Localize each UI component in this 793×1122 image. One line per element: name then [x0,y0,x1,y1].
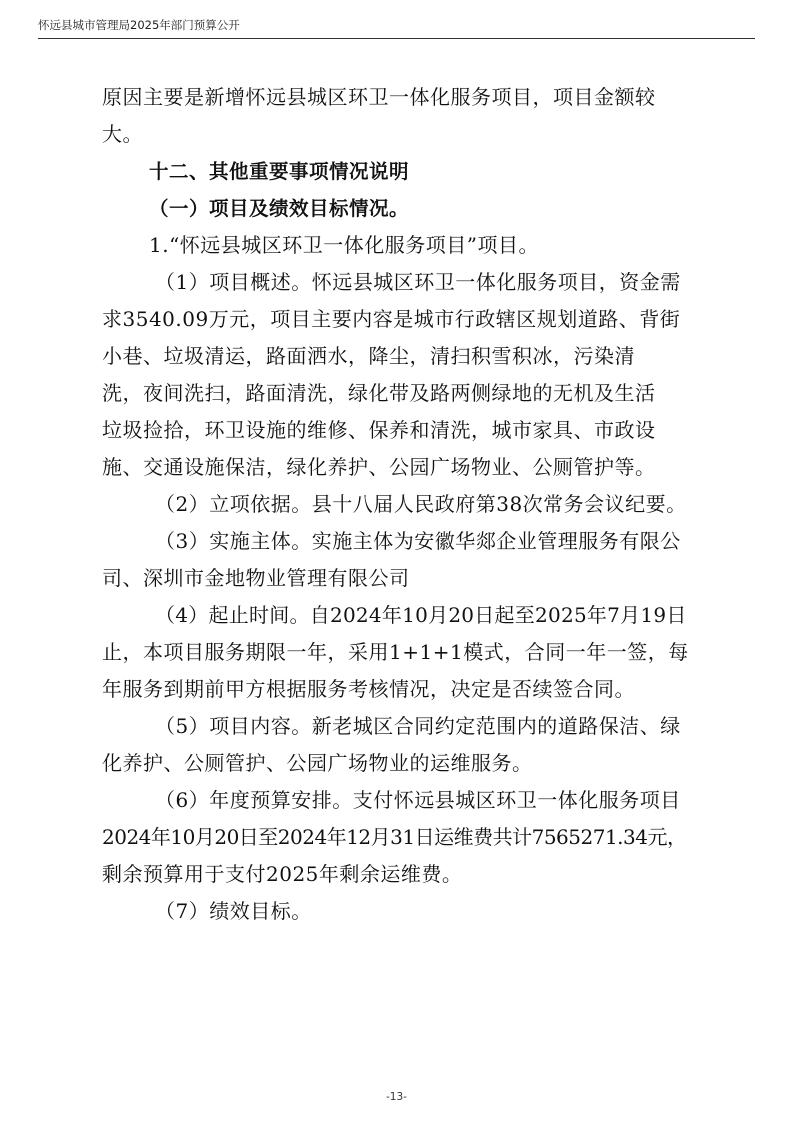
paragraph-line: 止，本项目服务期限一年，采用1+1+1模式，合同一年一签，每 [102,640,689,664]
page-number: -13- [386,1091,407,1103]
running-header: 怀远县城市管理局2025年部门预算公开 [38,18,240,32]
paragraph-line: （3）实施主体。实施主体为安徽华郯企业管理服务有限公 [155,529,681,553]
paragraph-line: （7）绩效目标。 [155,899,312,923]
paragraph-line: （1）项目概述。怀远县城区环卫一体化服务项目，资金需 [155,270,681,294]
paragraph-line: 原因主要是新增怀远县城区环卫一体化服务项目，项目金额较 [102,85,656,109]
paragraph-line: 化养护、公厕管护、公园广场物业的运维服务。 [102,751,533,775]
paragraph-line: （2）立项依据。县十八届人民政府第38次常务会议纪要。 [155,492,687,516]
paragraph-line: 2024年10月20日至2024年12月31日运维费共计7565271.34元， [102,825,687,849]
paragraph-line: （4）起止时间。自2024年10月20日起至2025年7月19日 [155,603,687,627]
header-rule [38,38,755,39]
paragraph-line: 洗，夜间洗扫，路面清洗，绿化带及路两侧绿地的无机及生活 [102,381,656,405]
paragraph-line: 小巷、垃圾清运，路面洒水，降尘，清扫积雪积冰，污染清 [102,344,635,368]
paragraph-line: （6）年度预算安排。支付怀远县城区环卫一体化服务项目 [155,788,681,812]
paragraph-line: （5）项目内容。新老城区合同约定范围内的道路保洁、绿 [155,714,681,738]
paragraph-line: 年服务到期前甲方根据服务考核情况，决定是否续签合同。 [102,677,635,701]
paragraph-line: 垃圾捡拾，环卫设施的维修、保养和清洗，城市家具、市政设 [102,418,656,442]
paragraph-line: 司、深圳市金地物业管理有限公司 [102,566,410,590]
item-heading: 1.“怀远县城区环卫一体化服务项目”项目。 [149,233,540,257]
document-body [102,79,691,930]
paragraph-line: 施、交通设施保洁，绿化养护、公园广场物业、公厕管护等。 [102,455,656,479]
paragraph-line: 求3540.09万元，项目主要内容是城市行政辖区规划道路、背街 [102,307,681,331]
paragraph-line: 剩余预算用于支付2025年剩余运维费。 [102,862,463,886]
paragraph-line: 大。 [102,122,143,146]
subsection-heading: （一）项目及绩效目标情况。 [149,197,410,220]
section-heading: 十二、其他重要事项情况说明 [149,160,410,183]
